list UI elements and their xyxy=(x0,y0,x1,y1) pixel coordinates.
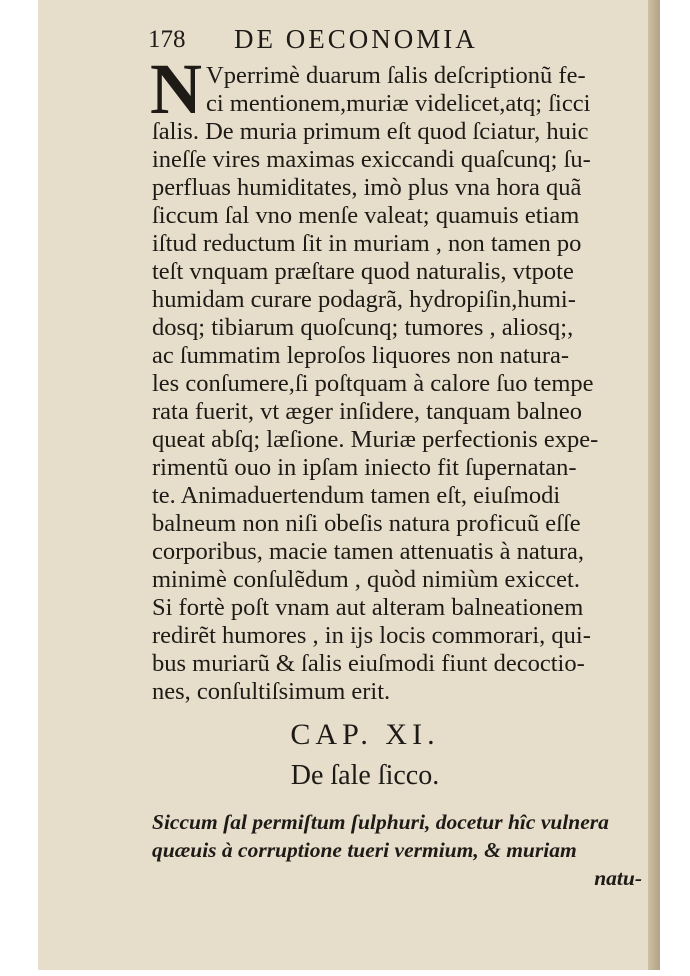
page-header xyxy=(148,22,568,56)
page-gutter-shadow xyxy=(648,0,660,970)
body-line: te. Animaduertendum tamen eſt, eiuſmodi xyxy=(152,482,561,509)
body-line: Vperrimè duarum ſalis deſcriptionũ fe- xyxy=(206,62,586,89)
body-line: Si fortè poſt vnam aut alteram balneationem xyxy=(152,594,584,621)
body-line: corporibus, macie tamen attenuatis à natura, xyxy=(152,538,584,565)
body-line: ſalis. De muria primum eſt quod ſciatur, huic xyxy=(152,118,589,145)
body-line: teſt vnquam præſtare quod naturalis, vtpote xyxy=(152,258,574,285)
body-line: ſiccum ſal vno menſe valeat; quamuis etiam xyxy=(152,202,580,229)
chapter-summary-line: Siccum ſal permiſtum ſulphuri, docetur hîc vulnera xyxy=(152,810,609,834)
body-line: iſtud reductum ſit in muriam , non tamen po xyxy=(152,230,582,257)
body-line: balneum non niſi obeſis natura proficuũ eſſe xyxy=(152,510,581,537)
body-line: redirẽt humores , in ijs locis commorari, qui- xyxy=(152,622,591,649)
body-line: ineſſe vires maximas exiccandi quaſcunq; ſu- xyxy=(152,146,591,173)
body-line: queat abſq; læſione. Muriæ perfectionis expe- xyxy=(152,426,599,453)
chapter-heading: CAP. XI. xyxy=(290,718,440,751)
catchword: natu- xyxy=(594,866,642,890)
chapter-subtitle: De ſale ſicco. xyxy=(290,760,440,791)
body-line: bus muriarũ & ſalis eiuſmodi fiunt decoctio- xyxy=(152,650,585,677)
body-line: les conſumere,ſi poſtquam à calore ſuo tempe xyxy=(152,370,594,397)
body-line: humidam curare podagrã, hydropiſin,humi- xyxy=(152,286,576,313)
body-line: nes, conſultiſsimum erit. xyxy=(152,678,391,705)
body-line: rimentũ ouo in ipſam iniecto fit ſupernatan- xyxy=(152,454,577,481)
chapter-summary-line: quæuis à corruptione tueri vermium, & muriam xyxy=(152,838,577,862)
drop-cap-initial: N xyxy=(150,49,202,129)
running-title: DE OECONOMIA xyxy=(234,24,478,54)
body-line: ac ſummatim leproſos liquores non natura- xyxy=(152,342,570,369)
body-line: perfluas humiditates, imò plus vna hora quã xyxy=(152,174,582,201)
body-line: dosq; tibiarum quoſcunq; tumores , aliosq;, xyxy=(152,314,574,341)
body-line: rata fuerit, vt æger inſidere, tanquam balneo xyxy=(152,398,582,425)
page-number: 178 xyxy=(148,26,186,53)
body-line: ci mentionem,muriæ videlicet,atq; ſicci xyxy=(206,90,591,117)
body-line: minimè conſulẽdum , quòd nimiùm exiccet. xyxy=(152,566,580,593)
